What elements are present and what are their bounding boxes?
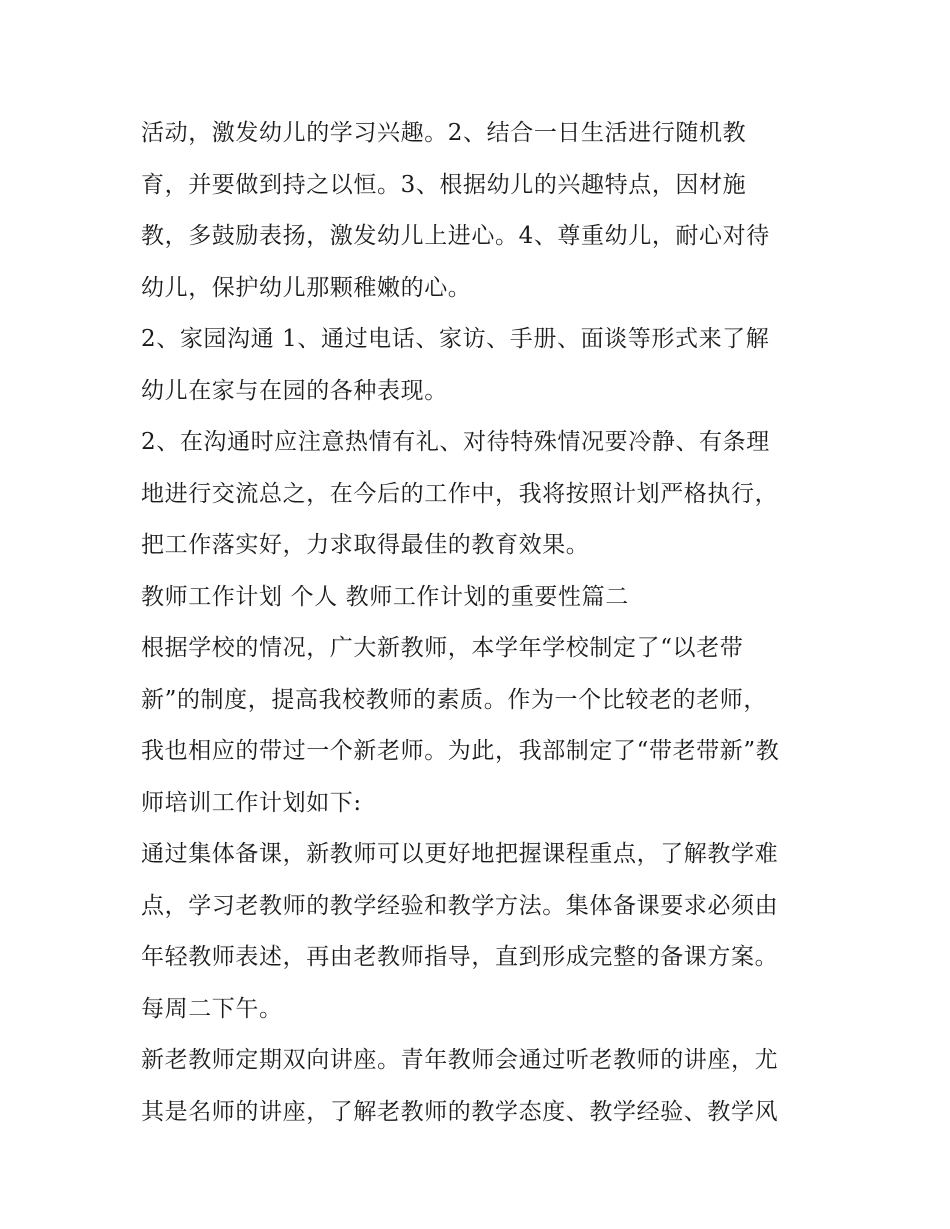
document-body bbox=[141, 108, 821, 1138]
text-line: 通过集体备课，新教师可以更好地把握课程重点，了解教学难 bbox=[141, 841, 779, 867]
text-line: 师培训工作计划如下: bbox=[141, 789, 362, 816]
text-line: 地进行交流总之，在今后的工作中，我将按照计划严格执行， bbox=[141, 480, 779, 507]
text-line: 活动，激发幼儿的学习兴趣。2、结合一日生活进行随机教 bbox=[141, 120, 747, 146]
text-line: 2、家园沟通 1、通过电话、家访、手册、面谈等形式来了解 bbox=[141, 326, 770, 352]
text-line: 育，并要做到持之以恒。3、根据幼儿的兴趣特点，因材施 bbox=[141, 171, 747, 198]
text-line: 幼儿，保护幼儿那颗稚嫩的心。 bbox=[141, 274, 472, 301]
text-line: 幼儿在家与在园的各种表现。 bbox=[141, 377, 448, 404]
text-line: 根据学校的情况，广大新教师，本学年学校制定了“以老带 bbox=[141, 635, 744, 661]
text-line: 点，学习老教师的教学经验和教学方法。集体备课要求必须由 bbox=[141, 892, 779, 919]
text-line: 年轻教师表述，再由老教师指导，直到形成完整的备课方案。 bbox=[141, 944, 779, 970]
text-line: 我也相应的带过一个新老师。为此，我部制定了“带老带新”教 bbox=[141, 738, 780, 764]
text-line: 其是名师的讲座，了解老教师的教学态度、教学经验、教学风 bbox=[141, 1098, 779, 1125]
text-line: 把工作落实好，力求取得最佳的教育效果。 bbox=[141, 532, 590, 558]
text-line: 教，多鼓励表扬，激发幼儿上进心。4、尊重幼儿，耐心对待 bbox=[141, 223, 770, 249]
text-line: 2、在沟通时应注意热情有礼、对待特殊情况要冷静、有条理 bbox=[141, 429, 770, 455]
text-line: 新老教师定期双向讲座。青年教师会通过听老教师的讲座，尤 bbox=[141, 1047, 779, 1073]
text-line: 每周二下午。 bbox=[141, 995, 283, 1022]
section-heading: 教师工作计划 个人 教师工作计划的重要性篇二 bbox=[141, 583, 629, 610]
text-line: 新”的制度，提高我校教师的素质。作为一个比较老的老师， bbox=[141, 686, 767, 713]
